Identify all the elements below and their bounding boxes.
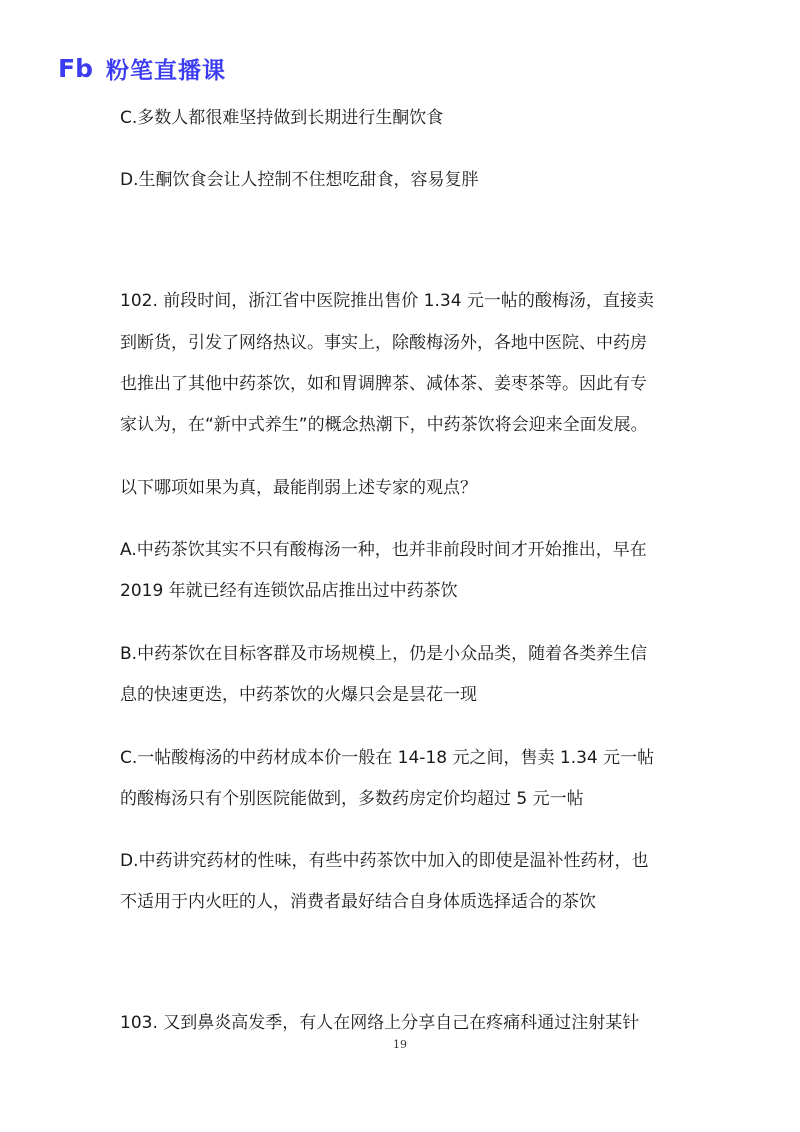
- q102-stem-line: 102. 前段时间，浙江省中医院推出售价 1.34 元一帖的酸梅汤，直接卖: [120, 291, 654, 311]
- logo-text: Fb: [58, 54, 93, 82]
- q102-option-b: B.中药茶饮在目标客群及市场规模上，仍是小众品类，随着各类养生信: [120, 644, 648, 664]
- q101-option-c: C.多数人都很难坚持做到长期进行生酮饮食: [120, 108, 444, 128]
- q102-option-a: A.中药茶饮其实不只有酸梅汤一种，也并非前段时间才开始推出，早在: [120, 540, 647, 560]
- q102-option-c: 的酸梅汤只有个别医院能做到，多数药房定价均超过 5 元一帖: [120, 789, 584, 809]
- q102-option-b: 息的快速更迭，中药茶饮的火爆只会是昙花一现: [120, 685, 477, 705]
- q101-option-d: D.生酮饮食会让人控制不住想吃甜食，容易复胖: [120, 170, 479, 190]
- q102-option-d: D.中药讲究药材的性味，有些中药茶饮中加入的即使是温补性药材，也: [120, 851, 649, 871]
- q103-stem-line: 103. 又到鼻炎高发季，有人在网络上分享自己在疼痛科通过注射某针: [120, 1013, 640, 1033]
- q102-stem-line: 也推出了其他中药茶饮，如和胃调脾茶、减体茶、姜枣茶等。因此有专: [120, 374, 647, 394]
- q102-stem-line: 到断货，引发了网络热议。事实上，除酸梅汤外，各地中医院、中药房: [120, 333, 647, 353]
- q102-stem-line: 家认为，在“新中式养生”的概念热潮下，中药茶饮将会迎来全面发展。: [120, 415, 648, 435]
- brand-header: [58, 52, 226, 84]
- brand-name: 粉笔直播课: [106, 57, 226, 84]
- q102-option-c: C.一帖酸梅汤的中药材成本价一般在 14-18 元之间，售卖 1.34 元一帖: [120, 748, 655, 768]
- q102-prompt: 以下哪项如果为真，最能削弱上述专家的观点？: [120, 478, 477, 498]
- q102-option-d: 不适用于内火旺的人，消费者最好结合自身体质选择适合的茶饮: [120, 892, 596, 912]
- q102-option-a: 2019 年就已经有连锁饮品店推出过中药茶饮: [120, 581, 458, 601]
- page-number: 19: [393, 1038, 407, 1051]
- fenbi-logo-icon: [58, 54, 98, 82]
